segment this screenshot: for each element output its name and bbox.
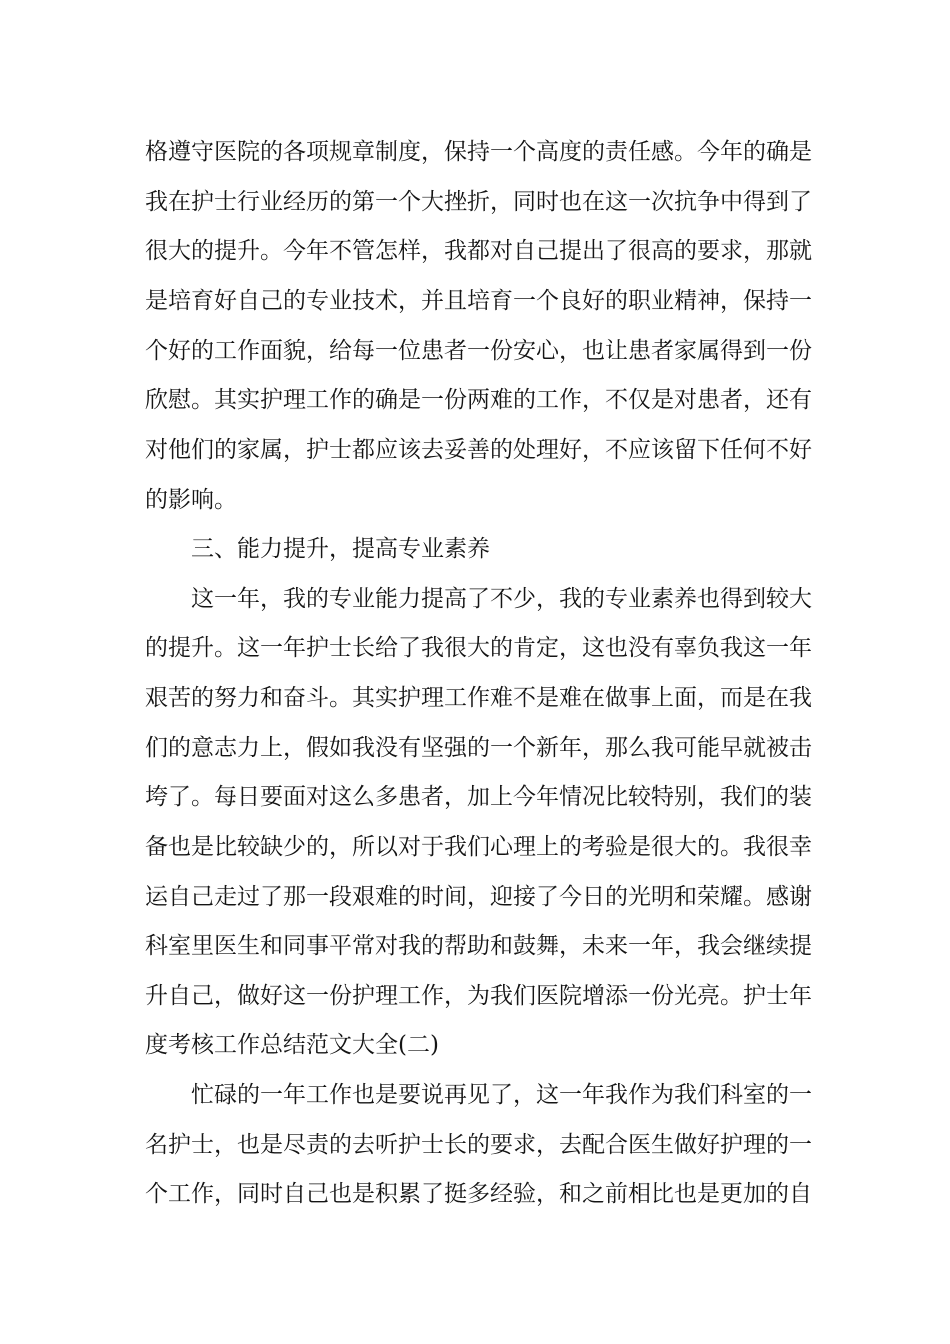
paragraph-line: 对他们的家属，护士都应该去妥善的处理好，不应该留下任何不好 [145, 437, 812, 463]
paragraph-line: 很大的提升。今年不管怎样，我都对自己提出了很高的要求，那就 [145, 238, 812, 264]
paragraph-line: 名护士，也是尽责的去听护士长的要求，去配合医生做好护理的一 [145, 1132, 812, 1158]
paragraph-line: 艰苦的努力和奋斗。其实护理工作难不是难在做事上面，而是在我 [145, 685, 812, 711]
paragraph-line: 格遵守医院的各项规章制度，保持一个高度的责任感。今年的确是 [145, 139, 812, 165]
paragraph-line: 个工作，同时自己也是积累了挺多经验，和之前相比也是更加的自 [145, 1181, 812, 1207]
paragraph-line: 欣慰。其实护理工作的确是一份两难的工作，不仅是对患者，还有 [145, 387, 812, 413]
paragraph-line: 我在护士行业经历的第一个大挫折，同时也在这一次抗争中得到了 [145, 189, 812, 215]
paragraph-line: 的影响。 [145, 487, 237, 513]
paragraph-line: 个好的工作面貌，给每一位患者一份安心，也让患者家属得到一份 [145, 338, 812, 364]
paragraph-line: 备也是比较缺少的，所以对于我们心理上的考验是很大的。我很幸 [145, 834, 812, 860]
paragraph-line: 忙碌的一年工作也是要说再见了，这一年我作为我们科室的一 [191, 1082, 812, 1108]
paragraph-line: 科室里医生和同事平常对我的帮助和鼓舞，未来一年，我会继续提 [145, 933, 812, 959]
paragraph-line: 们的意志力上，假如我没有坚强的一个新年，那么我可能早就被击 [145, 735, 812, 761]
paragraph-line: 这一年，我的专业能力提高了不少，我的专业素养也得到较大 [191, 586, 812, 612]
section-heading: 三、能力提升，提高专业素养 [191, 536, 490, 562]
paragraph-line: 运自己走过了那一段艰难的时间，迎接了今日的光明和荣耀。感谢 [145, 884, 812, 910]
paragraph-line: 的提升。这一年护士长给了我很大的肯定，这也没有辜负我这一年 [145, 635, 812, 661]
paragraph-line: 垮了。每日要面对这么多患者，加上今年情况比较特别，我们的装 [145, 784, 812, 810]
paragraph-line: 升自己，做好这一份护理工作，为我们医院增添一份光亮。护士年 [145, 983, 812, 1009]
paragraph-line: 度考核工作总结范文大全(二) [145, 1032, 439, 1058]
paragraph-line: 是培育好自己的专业技术，并且培育一个良好的职业精神，保持一 [145, 288, 812, 314]
